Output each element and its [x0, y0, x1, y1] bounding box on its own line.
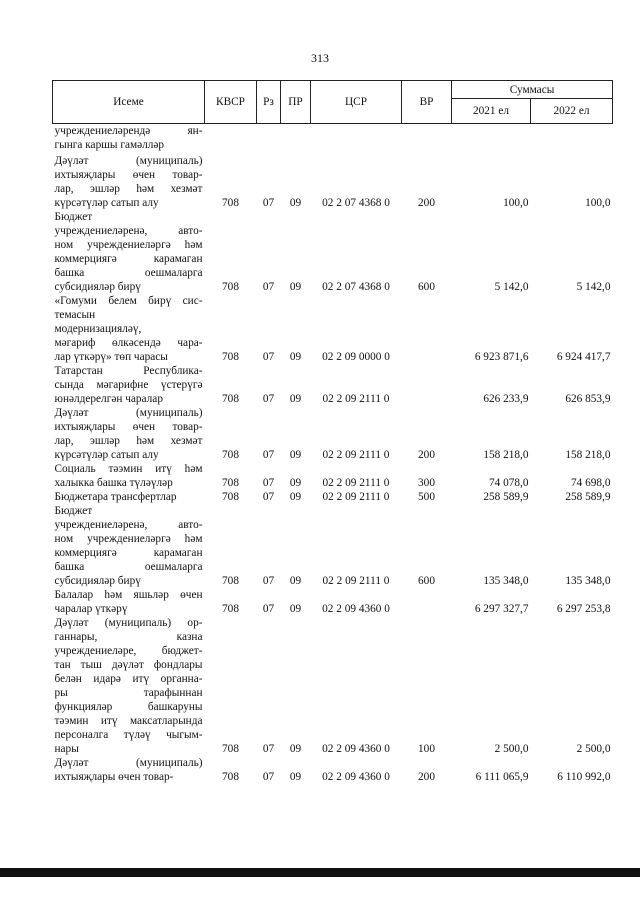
- cell-csr: 02 2 09 4360 0: [322, 771, 390, 783]
- cell-rz: 07: [262, 449, 275, 461]
- row-name-line: учреждениеләрендә ян-: [54, 125, 203, 137]
- cell-csr: 02 2 09 2111 0: [322, 491, 390, 503]
- cell-y2021: 135 348,0: [483, 575, 529, 587]
- cell-csr: 02 2 09 4360 0: [322, 603, 390, 615]
- cell-pr: 09: [289, 771, 302, 783]
- row-name: [53, 210, 205, 294]
- cell-csr: 02 2 09 2111 0: [322, 575, 390, 587]
- row-name-line: Бюджет: [54, 505, 93, 517]
- row-name-line: персоналга түләү чыгым-: [54, 729, 203, 741]
- row-name-line: белән идарә итү органна-: [54, 673, 203, 685]
- row-name-line: коммерциягә карамаган: [54, 253, 203, 265]
- cell-csr: 02 2 07 4368 0: [322, 197, 390, 209]
- table-row: [53, 210, 613, 294]
- cell-kvsr: 708: [222, 281, 239, 293]
- row-name-line: Дәүләт (муниципаль): [54, 407, 203, 419]
- row-name-line: «Гомуми белем бирү сис-: [54, 295, 203, 307]
- cell-vr: [402, 588, 452, 616]
- cell-csr: [311, 124, 402, 153]
- cell-csr: 02 2 07 4368 0: [322, 281, 390, 293]
- cell-vr: 200: [418, 197, 435, 209]
- cell-kvsr: 708: [222, 603, 239, 615]
- cell-y2022: [531, 124, 613, 153]
- budget-table: [52, 80, 613, 784]
- cell-csr: 02 2 09 0000 0: [322, 351, 390, 363]
- cell-kvsr: 708: [222, 575, 239, 587]
- row-name-line: коммерциягә карамаган: [54, 547, 203, 559]
- row-name-line: Дәүләт (муниципаль): [54, 155, 203, 167]
- table-row: [53, 462, 613, 490]
- cell-y2022: 6 297 253,8: [556, 603, 611, 615]
- row-name-line: мәгариф өлкәсендә чара-: [54, 337, 203, 349]
- row-name-line: Балалар һәм яшьләр өчен: [54, 589, 203, 601]
- cell-rz: 07: [262, 281, 275, 293]
- row-name-line: Татарстан Республика-: [54, 365, 203, 377]
- row-name: [53, 124, 205, 153]
- cell-rz: [257, 124, 281, 153]
- table-row: [53, 364, 613, 406]
- header-vr: ВР: [402, 81, 452, 124]
- cell-csr: 02 2 09 2111 0: [322, 477, 390, 489]
- cell-vr: 200: [418, 449, 435, 461]
- cell-vr: [402, 364, 452, 406]
- table-row: [53, 616, 613, 756]
- table-row: [53, 406, 613, 462]
- row-name-line: тәэмин итү максатларында: [54, 715, 203, 727]
- cell-y2022: 2 500,0: [576, 743, 611, 755]
- row-name-line: ганнары, казна: [54, 631, 203, 643]
- row-name-line: лар, эшләр һәм хезмәт: [54, 183, 203, 195]
- cell-vr: [402, 124, 452, 153]
- cell-y2022: 74 698,0: [570, 477, 611, 489]
- cell-csr: 02 2 09 2111 0: [322, 449, 390, 461]
- cell-y2021: 158 218,0: [483, 449, 529, 461]
- row-name-line: юнәлдерелгән чаралар: [54, 393, 163, 405]
- row-name-line: ихтыяҗлары өчен товар-: [54, 421, 203, 433]
- cell-y2021: 2 500,0: [494, 743, 529, 755]
- cell-pr: 09: [289, 281, 302, 293]
- cell-vr: 100: [418, 743, 435, 755]
- row-name-line: Дәүләт (муниципаль): [54, 757, 203, 769]
- cell-vr: 500: [418, 491, 435, 503]
- cell-vr: [402, 294, 452, 364]
- cell-rz: 07: [262, 603, 275, 615]
- row-name-line: тан тыш дәүләт фондлары: [54, 659, 203, 671]
- cell-rz: 07: [262, 197, 275, 209]
- cell-kvsr: 708: [222, 491, 239, 503]
- cell-rz: 07: [262, 743, 275, 755]
- cell-rz: 07: [262, 477, 275, 489]
- row-name-line: чаралар үткәрү: [54, 603, 128, 615]
- cell-y2021: 626 233,9: [483, 393, 529, 405]
- cell-rz: 07: [262, 771, 275, 783]
- row-name-line: халыкка башка түләүләр: [54, 477, 173, 489]
- cell-y2022: 626 853,9: [565, 393, 611, 405]
- cell-csr: 02 2 09 4360 0: [322, 743, 390, 755]
- row-name-line: учреждениеләренә, авто-: [54, 519, 203, 531]
- cell-pr: 09: [289, 449, 302, 461]
- cell-y2022: 158 218,0: [565, 449, 611, 461]
- cell-pr: 09: [289, 603, 302, 615]
- cell-csr: 02 2 09 2111 0: [322, 393, 390, 405]
- header-kvsr: КВСР: [205, 81, 257, 124]
- table-row: [53, 294, 613, 364]
- cell-rz: 07: [262, 351, 275, 363]
- cell-pr: 09: [289, 393, 302, 405]
- cell-kvsr: 708: [222, 477, 239, 489]
- row-name-line: Социаль тәэмин итү һәм: [54, 463, 203, 475]
- row-name-line: лар, эшләр һәм хезмәт: [54, 435, 203, 447]
- cell-vr: 600: [418, 281, 435, 293]
- cell-y2021: 100,0: [503, 197, 529, 209]
- row-name-line: Бюджетара трансфертлар: [54, 491, 177, 503]
- cell-pr: 09: [289, 477, 302, 489]
- row-name-line: күрсәтүләр сатып алу: [54, 197, 159, 209]
- row-name-line: ры тарафыннан: [54, 687, 203, 699]
- cell-y2021: 5 142,0: [494, 281, 529, 293]
- row-name-line: Дәүләт (муниципаль) ор-: [54, 617, 203, 629]
- cell-vr: 200: [418, 771, 435, 783]
- cell-kvsr: 708: [222, 351, 239, 363]
- cell-pr: [281, 124, 311, 153]
- cell-vr: 300: [418, 477, 435, 489]
- row-name-line: башка оешмаларга: [54, 561, 203, 573]
- cell-y2021: 6 111 065,9: [475, 771, 529, 783]
- row-name-line: нары: [54, 743, 79, 755]
- scan-edge-bar: [0, 868, 640, 877]
- row-name-line: модернизацияләү,: [54, 323, 142, 335]
- cell-y2021: 74 078,0: [488, 477, 529, 489]
- row-name: [53, 588, 205, 616]
- cell-pr: 09: [289, 743, 302, 755]
- row-name: [53, 406, 205, 462]
- header-year-2021: 2021 ел: [452, 99, 531, 124]
- row-name: [53, 490, 205, 504]
- table-row: [53, 504, 613, 588]
- header-rz: Рз: [257, 81, 281, 124]
- row-name: [53, 364, 205, 406]
- header-year-2022: 2022 ел: [531, 99, 613, 124]
- row-name-line: темасын: [54, 309, 96, 321]
- row-name: [53, 504, 205, 588]
- cell-rz: 07: [262, 575, 275, 587]
- row-name-line: лар үткәрү» төп чарасы: [54, 351, 168, 363]
- row-name-line: сында мәгарифне үстерүгә: [54, 379, 203, 391]
- cell-y2021: 6 297 327,7: [474, 603, 529, 615]
- table-row: [53, 490, 613, 504]
- cell-y2022: 5 142,0: [576, 281, 611, 293]
- table-row: [53, 588, 613, 616]
- cell-pr: 09: [289, 197, 302, 209]
- row-name: [53, 294, 205, 364]
- cell-kvsr: 708: [222, 743, 239, 755]
- row-name: [53, 616, 205, 756]
- cell-y2021: 258 589,9: [483, 491, 529, 503]
- row-name-line: ном учреждениеләргә һәм: [54, 533, 203, 545]
- cell-pr: 09: [289, 575, 302, 587]
- table-row: [53, 756, 613, 784]
- cell-rz: 07: [262, 491, 275, 503]
- row-name-line: күрсәтүләр сатып алу: [54, 449, 159, 461]
- cell-y2022: 258 589,9: [565, 491, 611, 503]
- cell-kvsr: [205, 124, 257, 153]
- cell-y2022: 6 110 992,0: [557, 771, 611, 783]
- header-csr: ЦСР: [311, 81, 402, 124]
- row-name-line: ихтыяҗлары өчен товар-: [54, 169, 203, 181]
- header-sums: Суммасы: [452, 81, 613, 99]
- cell-pr: 09: [289, 351, 302, 363]
- cell-kvsr: 708: [222, 449, 239, 461]
- cell-y2021: [452, 124, 531, 153]
- row-name-line: гынга каршы гамәлләр: [54, 139, 165, 151]
- row-name: [53, 462, 205, 490]
- header-name: Исеме: [53, 81, 205, 124]
- cell-y2022: 100,0: [585, 197, 611, 209]
- row-name-line: функцияләр башкаруны: [54, 701, 203, 713]
- cell-y2022: 135 348,0: [565, 575, 611, 587]
- cell-kvsr: 708: [222, 771, 239, 783]
- row-name-line: субсидияләр бирү: [54, 281, 141, 293]
- page-number: 313: [311, 51, 329, 65]
- row-name: [53, 756, 205, 784]
- row-name-line: ихтыяҗлары өчен товар-: [54, 771, 174, 783]
- table-row: [53, 124, 613, 153]
- cell-y2022: 6 924 417,7: [556, 351, 611, 363]
- row-name-line: субсидияләр бирү: [54, 575, 141, 587]
- row-name-line: ном учреждениеләргә һәм: [54, 239, 203, 251]
- cell-rz: 07: [262, 393, 275, 405]
- row-name-line: учреждениеләренә, авто-: [54, 225, 203, 237]
- cell-pr: 09: [289, 491, 302, 503]
- row-name: [53, 152, 205, 210]
- cell-vr: 600: [418, 575, 435, 587]
- row-name-line: учреждениеләре, бюджет-: [54, 645, 203, 657]
- table-row: [53, 152, 613, 210]
- row-name-line: Бюджет: [54, 211, 93, 223]
- cell-y2021: 6 923 871,6: [474, 351, 529, 363]
- header-pr: ПР: [281, 81, 311, 124]
- cell-kvsr: 708: [222, 197, 239, 209]
- cell-kvsr: 708: [222, 393, 239, 405]
- row-name-line: башка оешмаларга: [54, 267, 203, 279]
